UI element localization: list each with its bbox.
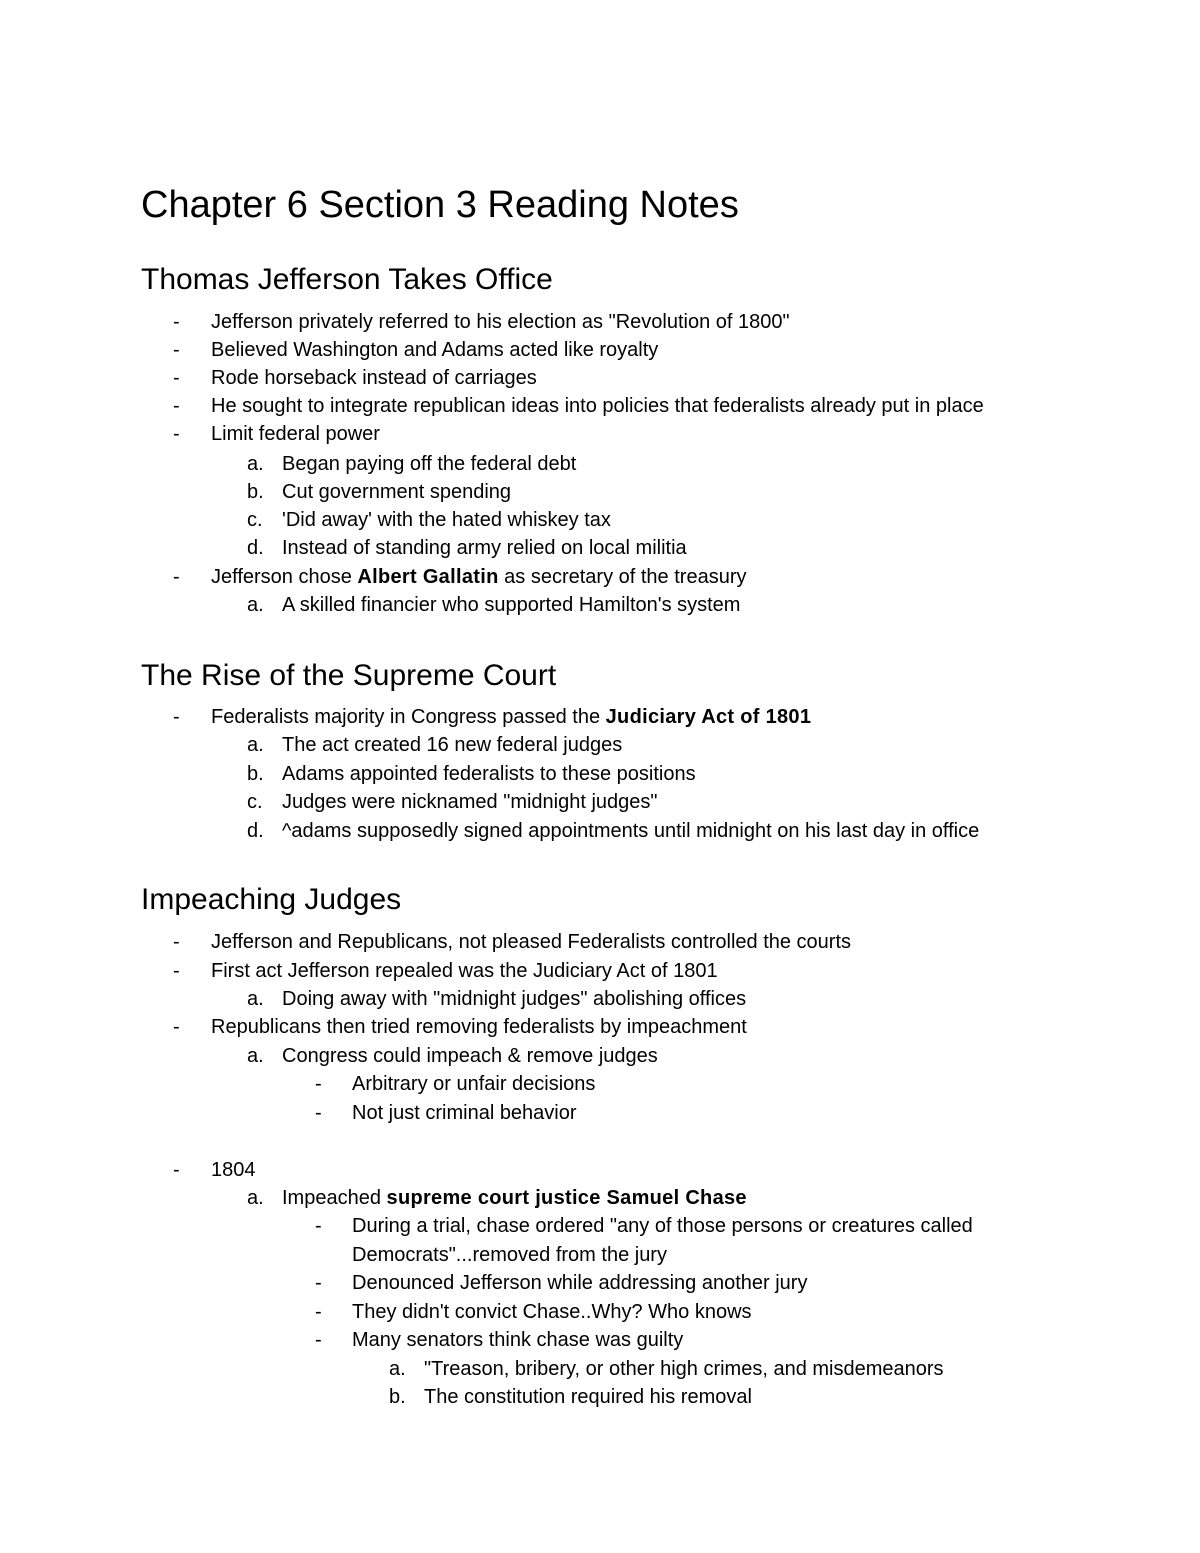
bullet-letter: c. bbox=[247, 791, 263, 813]
list-item-text: Doing away with "midnight judges" abolishing offices bbox=[282, 988, 747, 1010]
bullet-dash: - bbox=[173, 311, 180, 333]
text-run: Federalists majority in Congress passed the bbox=[211, 706, 606, 728]
bullet-letter: d. bbox=[247, 820, 264, 842]
bullet-letter: b. bbox=[247, 763, 264, 785]
list-item-text: Began paying off the federal debt bbox=[282, 453, 577, 475]
list-item-text: Jefferson and Republicans, not pleased Federalists controlled the courts bbox=[211, 931, 852, 953]
list-item-text: Many senators think chase was guilty bbox=[352, 1329, 684, 1351]
list-item-text: 'Did away' with the hated whiskey tax bbox=[282, 509, 611, 531]
list-item-text: Arbitrary or unfair decisions bbox=[352, 1073, 596, 1095]
list-item-text: Limit federal power bbox=[211, 423, 380, 445]
bullet-dash: - bbox=[315, 1215, 322, 1237]
list-item-text bbox=[211, 563, 746, 591]
bullet-dash: - bbox=[173, 960, 180, 982]
bullet-dash: - bbox=[315, 1073, 322, 1095]
bullet-dash: - bbox=[173, 1016, 180, 1038]
list-item-text: Instead of standing army relied on local militia bbox=[282, 537, 687, 559]
list-item-text: Cut government spending bbox=[282, 481, 512, 503]
list-item-text: Republicans then tried removing federalists by impeachment bbox=[211, 1016, 747, 1038]
bold-term-samuel-chase: supreme court justice Samuel Chase bbox=[386, 1187, 747, 1209]
list-item-text bbox=[211, 703, 811, 731]
bullet-letter: a. bbox=[247, 1187, 264, 1209]
bullet-letter: a. bbox=[247, 1045, 264, 1067]
list-item-text: They didn't convict Chase..Why? Who knows bbox=[352, 1301, 752, 1323]
text-run: Impeached bbox=[282, 1187, 387, 1209]
list-item-text bbox=[282, 1184, 747, 1212]
page-title: Chapter 6 Section 3 Reading Notes bbox=[141, 184, 739, 226]
section-heading-supreme-court: The Rise of the Supreme Court bbox=[141, 659, 557, 692]
text-run: as secretary of the treasury bbox=[498, 566, 747, 588]
bullet-letter: c. bbox=[247, 509, 263, 531]
list-item-text: The act created 16 new federal judges bbox=[282, 734, 623, 756]
list-item-text: A skilled financier who supported Hamilton's system bbox=[282, 594, 741, 616]
list-item-text: Denounced Jefferson while addressing another jury bbox=[352, 1272, 808, 1294]
list-item-text: Rode horseback instead of carriages bbox=[211, 367, 537, 389]
list-item-text: Democrats"...removed from the jury bbox=[352, 1244, 667, 1266]
bold-term-judiciary-act: Judiciary Act of 1801 bbox=[605, 706, 812, 728]
bullet-letter: a. bbox=[389, 1358, 406, 1380]
list-item-text: "Treason, bribery, or other high crimes, and misdemeanors bbox=[424, 1358, 944, 1380]
bullet-letter: d. bbox=[247, 537, 264, 559]
list-item-text: He sought to integrate republican ideas into policies that federalists already put in place bbox=[211, 395, 984, 417]
bullet-letter: a. bbox=[247, 453, 264, 475]
list-item-text: Congress could impeach & remove judges bbox=[282, 1045, 658, 1067]
bold-term-albert-gallatin: Albert Gallatin bbox=[357, 566, 499, 588]
bullet-dash: - bbox=[315, 1102, 322, 1124]
list-item-text: The constitution required his removal bbox=[424, 1386, 752, 1408]
list-item-text: 1804 bbox=[211, 1159, 256, 1181]
bullet-dash: - bbox=[173, 931, 180, 953]
bullet-dash: - bbox=[173, 1159, 180, 1181]
list-item-text: Judges were nicknamed "midnight judges" bbox=[282, 791, 658, 813]
bullet-letter: a. bbox=[247, 988, 264, 1010]
list-item-text: First act Jefferson repealed was the Judiciary Act of 1801 bbox=[211, 960, 718, 982]
bullet-dash: - bbox=[173, 339, 180, 361]
section-heading-impeaching-judges: Impeaching Judges bbox=[141, 883, 402, 916]
list-item-text: During a trial, chase ordered "any of those persons or creatures called bbox=[352, 1215, 973, 1237]
text-run: Jefferson chose bbox=[211, 566, 358, 588]
section-heading-jefferson: Thomas Jefferson Takes Office bbox=[141, 263, 553, 296]
list-item-text: ^adams supposedly signed appointments until midnight on his last day in office bbox=[282, 820, 980, 842]
bullet-letter: a. bbox=[247, 594, 264, 616]
bullet-dash: - bbox=[173, 706, 180, 728]
list-item-text: Adams appointed federalists to these positions bbox=[282, 763, 696, 785]
bullet-letter: b. bbox=[247, 481, 264, 503]
bullet-letter: a. bbox=[247, 734, 264, 756]
bullet-letter: b. bbox=[389, 1386, 406, 1408]
list-item-text: Believed Washington and Adams acted like royalty bbox=[211, 339, 659, 361]
bullet-dash: - bbox=[315, 1301, 322, 1323]
list-item-text: Jefferson privately referred to his election as "Revolution of 1800" bbox=[211, 311, 790, 333]
list-item-text: Not just criminal behavior bbox=[352, 1102, 577, 1124]
bullet-dash: - bbox=[173, 566, 180, 588]
bullet-dash: - bbox=[173, 423, 180, 445]
bullet-dash: - bbox=[173, 367, 180, 389]
bullet-dash: - bbox=[315, 1329, 322, 1351]
bullet-dash: - bbox=[173, 395, 180, 417]
bullet-dash: - bbox=[315, 1272, 322, 1294]
